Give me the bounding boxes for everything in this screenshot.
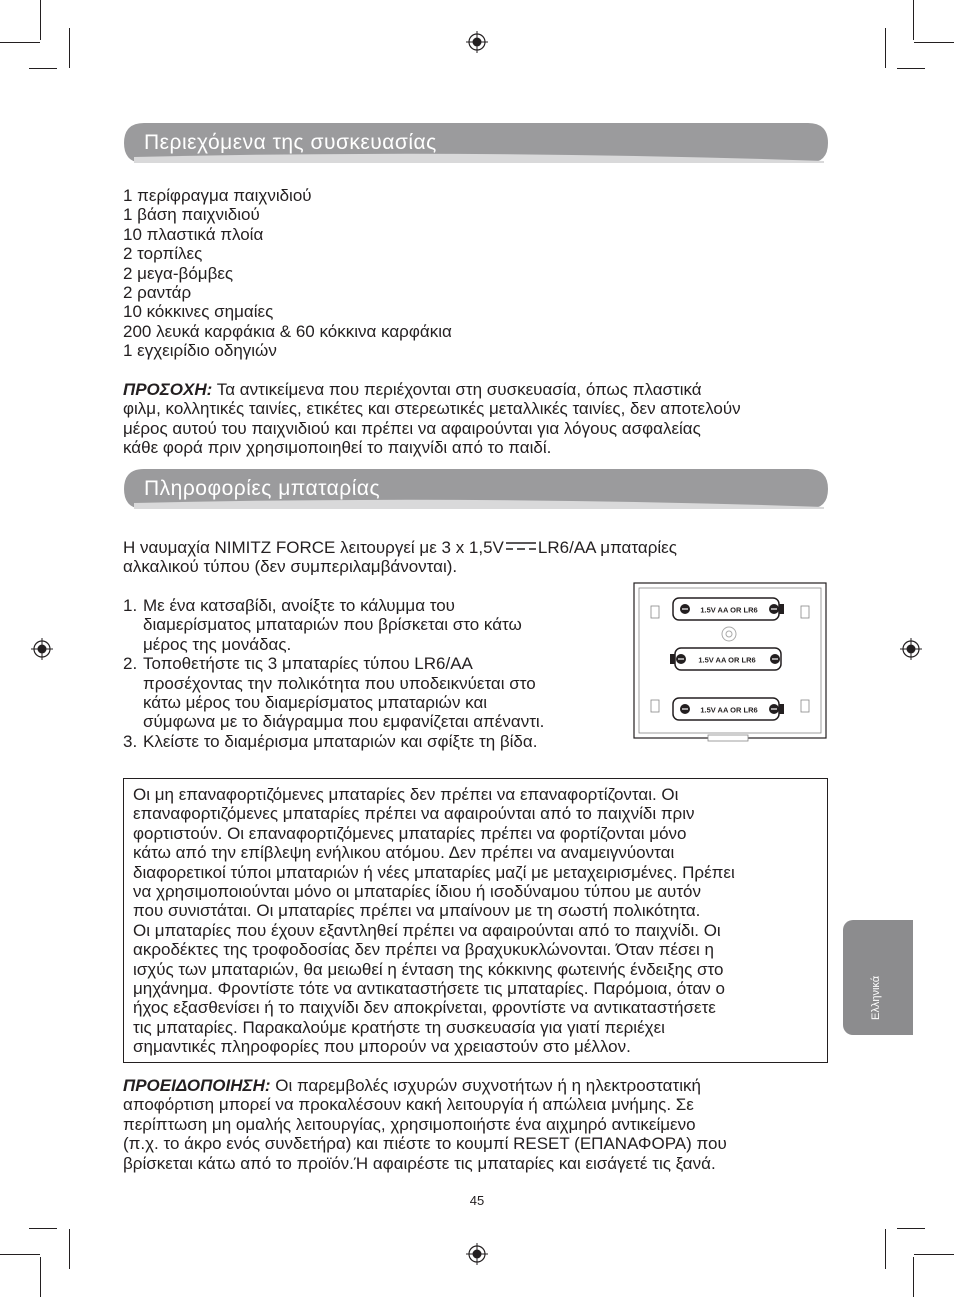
battery-icon: [670, 648, 781, 670]
registration-mark-icon: [900, 638, 922, 660]
list-item: 2. Τοποθετήστε τις 3 μπαταρίες τύπου LR6/AA προσέχοντας την πολικότητα που υποδεικνύεται στο κάτω μέρος του διαμερίσματος μπαταριών και σύμφωνα με το διάγραμμα που εμφανίζεται απέναντι.: [123, 654, 545, 732]
crop-mark: [69, 28, 70, 68]
crop-mark: [885, 28, 886, 68]
registration-mark-icon: [466, 31, 488, 53]
warning-paragraph: ΠΡΟΕΙΔΟΠΟΙΗΣΗ: Οι παρεμβολές ισχυρών συχνοτήτων ή η ηλεκτροστατική αποφόρτιση μπορεί να προκαλέσουν κακή λειτουργία ή απώλεια μνήμης. Σε περίπτωση μη ομαλής λειτουργίας, χρησιμοποιήστε ένα αιχμηρό αντικείμενο (π.χ. το άκρο ενός συνδετήρα) και πιέστε το κουμπί RESET (ΕΠΑΝΑΦΟΡΑ) που βρίσκεται κάτω από το προϊόν.Ή αφαιρέστε τις μπαταρίες και εισάγετέ τις ξανά.: [123, 1076, 727, 1173]
crop-mark: [914, 42, 954, 43]
svg-text:1.5V AA OR LR6: 1.5V AA OR LR6: [700, 705, 758, 715]
crop-mark: [885, 1229, 886, 1269]
list-item: 1 περίφραγμα παιχνιδιού: [123, 186, 312, 205]
installation-steps: [123, 596, 544, 751]
battery-intro: Η ναυμαχία NIMITZ FORCE λειτουργεί με 3 x 1,5V LR6/AA μπαταρίες αλκαλικού τύπου (δεν συμπεριλαμβάνονται).: [123, 538, 677, 577]
contents-list: [123, 186, 452, 361]
crop-mark: [40, 1257, 41, 1297]
list-item: 3. Κλείστε το διαμέρισμα μπαταριών και σφίξτε τη βίδα.: [123, 731, 538, 751]
crop-mark: [0, 42, 40, 43]
dc-symbol-icon: [506, 541, 536, 551]
list-item: 10 πλαστικά πλοία: [123, 224, 264, 244]
crop-mark: [69, 1229, 70, 1269]
section-title: Πληροφορίες μπαταρίας: [144, 477, 381, 500]
battery-compartment-diagram: [633, 582, 828, 742]
list-item: 2 τορπίλες: [123, 244, 203, 264]
caution-label: ΠΡΟΣΟΧΗ:: [123, 380, 213, 399]
crop-mark: [914, 1254, 954, 1255]
battery-notice-text: Οι μη επαναφορτιζόμενες μπαταρίες δεν πρέπει να επαναφορτίζονται. Οι επαναφορτιζόμενες μπαταρίες πρέπει να αφαιρούνται από το παιχνίδι πριν φορτιστούν. Οι επαναφορτιζόμενες μπαταρίες πρέπει να φορτίζονται μόνο κάτω από την επίβλεψη ενήλικου ατόμου. Δεν πρέπει να αναμειγνύονται διαφορετικοί τύποι μπαταριών ή νέες μπαταρίες μαζί με μεταχειρισμένες. Πρέπει να χρησιμοποιούνται μόνο οι μπαταρίες ίδιου ή ισοδύναμου τύπου με αυτόν που συνιστάται. Οι μπαταρίες πρέπει να μπαίνουν με τη σωστή πολικότητα. Οι μπαταρίες που έχουν εξαντληθεί πρέπει να αφαιρούνται από το παιχνίδι. Οι ακροδέκτες της τροφοδοσίας δεν πρέπει να βραχυκυκλώνονται. Όταν πέσει η ισχύς των μπαταριών, θα μειωθεί η ένταση της κόκκινης φωτεινής ένδειξης στο μηχάνημα. Φροντίστε τότε να αντικαταστήσετε τις μπαταρίες. Παρόμοια, όταν ο ήχος εξασθενίσει ή το παιχνίδι δεν αποκρίνεται, φροντίστε να αντικαταστήσετε τις μπαταρίες. Παρακαλούμε κρατήστε τη συσκευασία για γιατί περιέχει σημαντικές πληροφορίες που μπορούν να χρειαστούν στο μέλλον.: [133, 785, 735, 1057]
crop-mark: [897, 1228, 925, 1229]
list-item: 2 ραντάρ: [123, 283, 192, 303]
battery-icon: [673, 698, 784, 720]
list-item: 1. Με ένα κατσαβίδι, ανοίξτε το κάλυμμα του διαμερίσματος μπαταριών που βρίσκεται στο κάτω μέρος της μονάδας.: [123, 596, 522, 654]
crop-mark: [29, 1228, 57, 1229]
battery-icon: [673, 598, 784, 620]
crop-mark: [40, 0, 41, 40]
language-tab-label: Ελληνικά: [870, 975, 882, 1020]
crop-mark: [897, 68, 925, 69]
page-number: 45: [469, 1193, 485, 1208]
registration-mark-icon: [31, 638, 53, 660]
list-item: 2 μεγα-βόμβες: [123, 263, 234, 283]
battery-notice-box: [123, 778, 828, 1063]
crop-mark: [913, 0, 914, 40]
section-banner-battery-info: [124, 469, 828, 509]
warning-label: ΠΡΟΕΙΔΟΠΟΙΗΣΗ:: [123, 1076, 271, 1095]
registration-mark-icon: [466, 1243, 488, 1265]
section-title: Περιεχόμενα της συσκευασίας: [144, 131, 437, 154]
section-banner-package-contents: [124, 123, 828, 163]
crop-mark: [0, 1254, 40, 1255]
list-item: 1 εγχειρίδιο οδηγιών: [123, 341, 277, 361]
list-item: 1 βάση παιχνιδιού: [123, 205, 260, 225]
svg-text:1.5V AA OR LR6: 1.5V AA OR LR6: [700, 605, 758, 615]
svg-text:1.5V AA OR LR6: 1.5V AA OR LR6: [698, 655, 756, 665]
crop-mark: [913, 1257, 914, 1297]
crop-mark: [29, 68, 57, 69]
list-item: 200 λευκά καρφάκια & 60 κόκκινα καρφάκια: [123, 321, 452, 341]
caution-paragraph: ΠΡΟΣΟΧΗ: Τα αντικείμενα που περιέχονται στη συσκευασία, όπως πλαστικά φιλμ, κολλητικές ταινίες, ετικέτες και στερεωτικές μεταλλικές ταινίες, δεν αποτελούν μέρος αυτού του παιχνιδιού και πρέπει να αφαιρούνται για λόγους ασφαλείας κάθε φορά πριν χρησιμοποιηθεί το παιχνίδι από το παιδί.: [123, 380, 741, 458]
list-item: 10 κόκκινες σημαίες: [123, 302, 274, 322]
language-tab: [843, 920, 913, 1035]
